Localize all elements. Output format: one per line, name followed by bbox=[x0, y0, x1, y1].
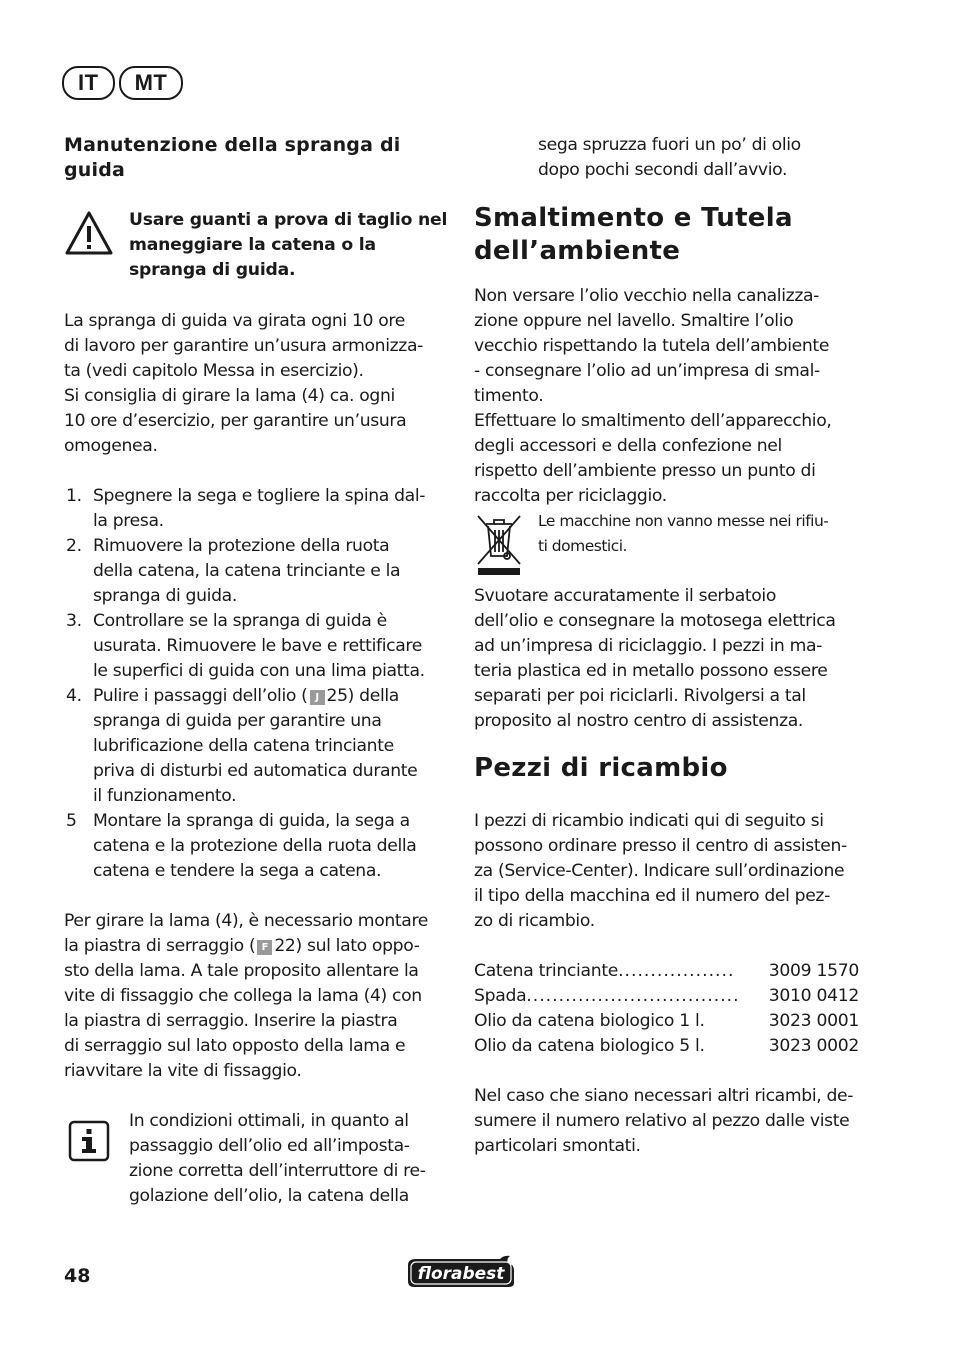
dot-leader: . bbox=[699, 1036, 706, 1056]
part-code: 3010 0412 bbox=[768, 986, 859, 1006]
text-line: riavvitare la vite di fissaggio. bbox=[64, 1061, 302, 1081]
part-name: Olio da catena biologico 5 l bbox=[474, 1036, 700, 1056]
paragraph-spare-parts bbox=[474, 809, 874, 934]
text-line: Spegnere la sega e togliere la spina dal- bbox=[93, 486, 426, 506]
part-code: 3023 0002 bbox=[768, 1036, 859, 1056]
text-line: raccolta per riciclaggio. bbox=[474, 486, 667, 506]
heading-line: dell’ambiente bbox=[474, 236, 681, 266]
step-number: 3. bbox=[66, 611, 82, 631]
lang-badge-it: IT bbox=[62, 66, 115, 100]
text-line: la piastra di serraggio. Inserire la piastra bbox=[64, 1011, 398, 1031]
list-item bbox=[64, 609, 454, 684]
text-line: Rimuovere la protezione della ruota bbox=[93, 536, 390, 556]
text-line: lubrificazione della catena trinciante bbox=[93, 736, 394, 756]
step-number: 4. bbox=[66, 686, 82, 706]
step-number: 2. bbox=[66, 536, 82, 556]
list-item bbox=[64, 484, 454, 534]
text-line: le superfici di guida con una lima piatta. bbox=[93, 661, 425, 681]
text-line: zo di ricambio. bbox=[474, 911, 595, 931]
text-line: timento. bbox=[474, 386, 544, 406]
text-line: di serraggio sul lato opposto della lama e bbox=[64, 1036, 406, 1056]
dot-leader: .................. bbox=[618, 961, 735, 981]
steps-list bbox=[64, 484, 454, 884]
info-note-continued bbox=[538, 133, 868, 183]
text-line: Per girare la lama (4), è necessario montare bbox=[64, 911, 429, 931]
text-line: rispetto dell’ambiente presso un punto di bbox=[474, 461, 816, 481]
text-line: usurata. Rimuovere le bave e rettificare bbox=[93, 636, 422, 656]
text-line: In condizioni ottimali, in quanto al bbox=[129, 1111, 409, 1131]
text-line: teria plastica ed in metallo possono essere bbox=[474, 661, 828, 681]
text-line: catena e la protezione della ruota della bbox=[93, 836, 417, 856]
text-line: Non versare l’olio vecchio nella canalizza- bbox=[474, 286, 820, 306]
text-line: omogenea. bbox=[64, 436, 158, 456]
crossed-bin-icon bbox=[474, 512, 524, 578]
page-number: 48 bbox=[64, 1265, 91, 1287]
text-line: ti domestici. bbox=[538, 537, 627, 555]
text-line: Le macchine non vanno messe nei rifiu- bbox=[538, 512, 829, 530]
text-line: vite di fissaggio che collega la lama (4) con bbox=[64, 986, 422, 1006]
list-item bbox=[474, 1034, 859, 1059]
text-line: separati per poi riciclarli. Rivolgersi a tal bbox=[474, 686, 806, 706]
list-item bbox=[474, 984, 859, 1009]
list-item bbox=[64, 534, 454, 609]
heading-line: Smaltimento e Tutela bbox=[474, 203, 793, 233]
weee-note bbox=[538, 509, 868, 559]
part-code: 3023 0001 bbox=[768, 1011, 859, 1031]
section-heading-spare-parts: Pezzi di ricambio bbox=[474, 753, 728, 783]
text-line: ad un’impresa di riciclaggio. I pezzi in ma- bbox=[474, 636, 823, 656]
text-line: La spranga di guida va girata ogni 10 ore bbox=[64, 311, 405, 331]
paragraph-other-parts bbox=[474, 1084, 874, 1159]
text-line: Svuotare accuratamente il serbatoio bbox=[474, 586, 777, 606]
section-heading-maintenance: Manutenzione della spranga di guida bbox=[64, 134, 401, 181]
text-line: dell’olio e consegnare la motosega elettrica bbox=[474, 611, 836, 631]
text-line: zione corretta dell’interruttore di re- bbox=[129, 1161, 426, 1181]
warning-triangle-icon bbox=[64, 210, 114, 256]
part-name: Catena trinciante bbox=[474, 961, 619, 981]
text-line bbox=[93, 684, 454, 709]
spare-parts-list bbox=[474, 959, 859, 1059]
text-line: sumere il numero relativo al pezzo dalle viste bbox=[474, 1111, 850, 1131]
text-line: zione oppure nel lavello. Smaltire l’olio bbox=[474, 311, 794, 331]
step-number: 5 bbox=[66, 811, 77, 831]
text-line: vecchio rispettando la tutela dell’ambiente bbox=[474, 336, 830, 356]
list-item bbox=[64, 809, 454, 884]
dot-leader: . bbox=[699, 1011, 706, 1031]
text-fragment: Pulire i passaggi dell’olio ( bbox=[93, 686, 308, 706]
text-fragment: 25) della bbox=[326, 686, 399, 706]
info-icon bbox=[68, 1120, 110, 1162]
text-line: golazione dell’olio, la catena della bbox=[129, 1186, 409, 1206]
figure-ref-badge: J bbox=[310, 690, 325, 705]
text-line: Si consiglia di girare la lama (4) ca. ogni bbox=[64, 386, 395, 406]
text-line: - consegnare l’olio ad un’impresa di smal- bbox=[474, 361, 820, 381]
text-line: il funzionamento. bbox=[93, 786, 237, 806]
text-line: della catena, la catena trinciante e la bbox=[93, 561, 401, 581]
part-name: Spada bbox=[474, 986, 527, 1006]
lang-badge-mt: MT bbox=[119, 66, 184, 100]
part-name: Olio da catena biologico 1 l bbox=[474, 1011, 700, 1031]
step-number: 1. bbox=[66, 486, 82, 506]
text-line: za (Service-Center). Indicare sull’ordinazione bbox=[474, 861, 845, 881]
text-line: dopo pochi secondi dall’avvio. bbox=[538, 160, 788, 180]
text-line bbox=[64, 934, 456, 959]
text-line: il tipo della macchina ed il numero del pez- bbox=[474, 886, 830, 906]
text-line: di lavoro per garantire un’usura armonizza- bbox=[64, 336, 424, 356]
text-line: spranga di guida per garantire una bbox=[93, 711, 382, 731]
text-line: sto della lama. A tale proposito allentare la bbox=[64, 961, 419, 981]
text-line: priva di disturbi ed automatica durante bbox=[93, 761, 418, 781]
list-item bbox=[474, 1009, 859, 1034]
dot-leader: ................................. bbox=[526, 986, 740, 1006]
paragraph-clamp-plate bbox=[64, 909, 456, 1084]
text-line: Montare la spranga di guida, la sega a bbox=[93, 811, 410, 831]
text-line: la presa. bbox=[93, 511, 164, 531]
part-code: 3009 1570 bbox=[768, 961, 859, 981]
text-line: Nel caso che siano necessari altri ricambi, de- bbox=[474, 1086, 854, 1106]
paragraph-recycling bbox=[474, 584, 874, 734]
warning-text: Usare guanti a prova di taglio nel maneggiare la catena o la spranga di guida. bbox=[129, 210, 448, 280]
text-fragment: la piastra di serraggio ( bbox=[64, 936, 256, 956]
language-badges bbox=[62, 66, 187, 100]
section-heading-disposal bbox=[474, 202, 894, 268]
text-line: Effettuare lo smaltimento dell’apparecchio, bbox=[474, 411, 832, 431]
text-line: possono ordinare presso il centro di assisten- bbox=[474, 836, 847, 856]
text-line: Controllare se la spranga di guida è bbox=[93, 611, 387, 631]
text-line: particolari smontati. bbox=[474, 1136, 641, 1156]
figure-ref-badge: F bbox=[257, 940, 272, 955]
text-line: ta (vedi capitolo Messa in esercizio). bbox=[64, 361, 364, 381]
list-item bbox=[64, 684, 454, 809]
logo-text: florabest bbox=[417, 1264, 505, 1284]
text-line: I pezzi di ricambio indicati qui di seguito si bbox=[474, 811, 824, 831]
text-line: sega spruzza fuori un po’ di olio bbox=[538, 135, 801, 155]
text-fragment: 22) sul lato oppo- bbox=[274, 936, 420, 956]
paragraph-disposal bbox=[474, 284, 874, 509]
text-line: catena e tendere la sega a catena. bbox=[93, 861, 382, 881]
text-line: 10 ore d’esercizio, per garantire un’usura bbox=[64, 411, 407, 431]
info-note bbox=[129, 1109, 454, 1209]
list-item bbox=[474, 959, 859, 984]
text-line: proposito al nostro centro di assistenza. bbox=[474, 711, 804, 731]
text-line: passaggio dell’olio ed all’imposta- bbox=[129, 1136, 410, 1156]
florabest-logo bbox=[404, 1253, 518, 1289]
paragraph-rotation bbox=[64, 309, 454, 459]
text-line: spranga di guida. bbox=[93, 586, 237, 606]
text-line: degli accessori e della confezione nel bbox=[474, 436, 782, 456]
